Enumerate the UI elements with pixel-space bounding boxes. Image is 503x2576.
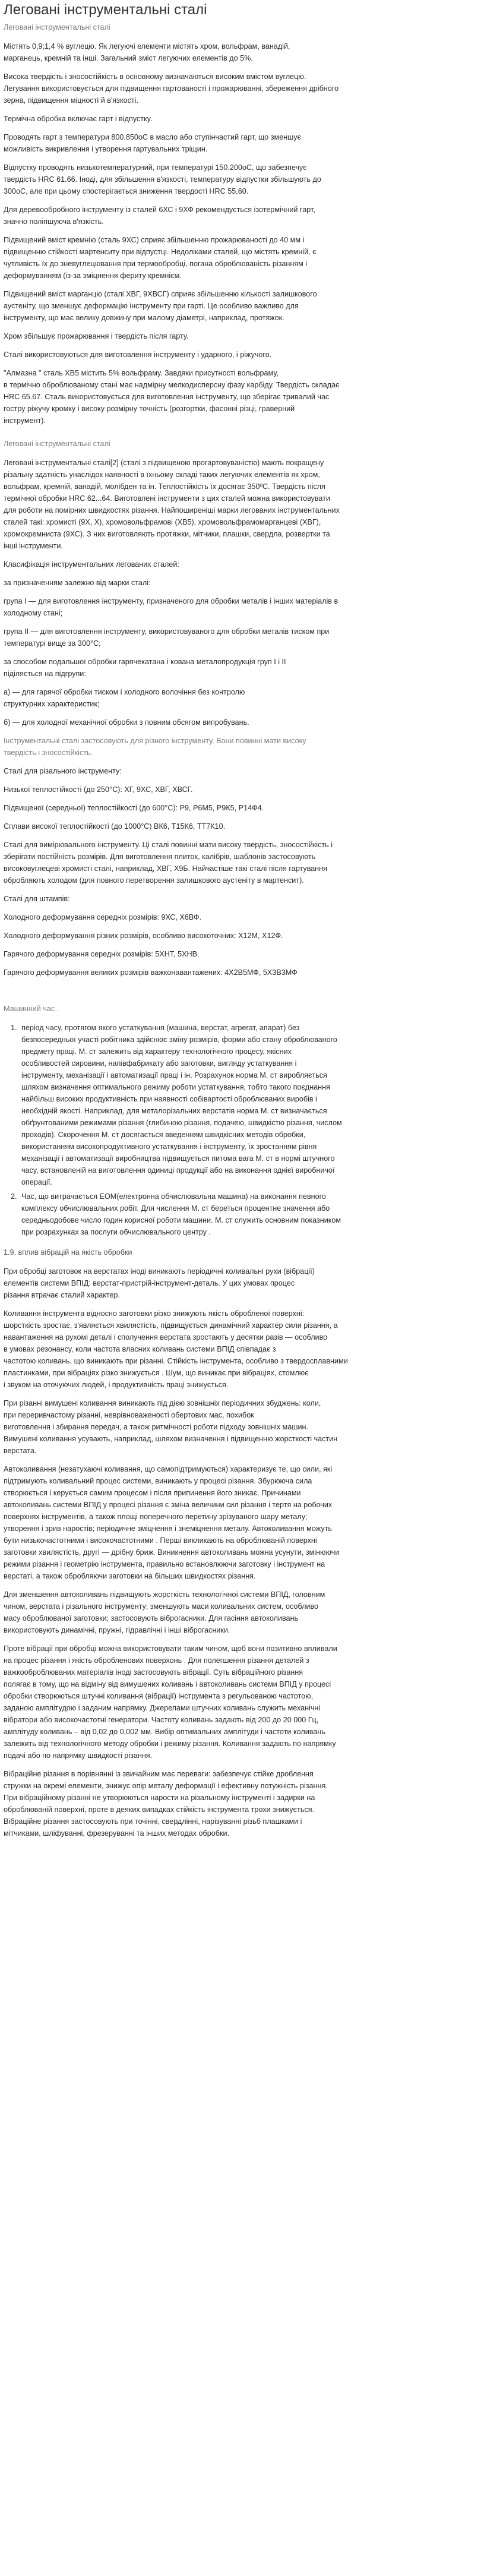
text-line: аустеніту, що зменшує деформацію інструменту при гарті. Це особливо важливо для <box>4 302 299 310</box>
text-line: "Алмазна " сталь ХВ5 містить 5% вольфраму. Завдяки присутності вольфраму, <box>4 369 279 377</box>
subtitle: Леговані інструментальні сталі <box>4 23 110 31</box>
text-line: проходів). Скорочення М. ст досягається введенням швидкісних методів обробки, <box>21 1131 306 1139</box>
text-line: хромокремниста (9ХС). З них виготовляють протяжки, мітчики, плашки, свердла, розвертки та <box>4 530 330 538</box>
text-line: створюється і керується самим процесом і після припинення його зникає. Причинами <box>4 1489 301 1497</box>
text-line: інші інструменти. <box>4 542 63 550</box>
body-paragraph <box>4 457 499 552</box>
text-line: можливість викривлення і утворення гартувальних тріщин. <box>4 145 208 153</box>
text-line: найбільш високих продуктивність при наявності собівартості оброблюваних виробів і <box>21 1095 317 1103</box>
text-line: залежить від технологічного методу обробки і режиму різання. Коливання задають по напрямку <box>4 1740 336 1748</box>
text-line: 1. період часу, протягом якого устаткування (машина, верстат, агрегат, апарат) без <box>21 1024 300 1032</box>
production-title <box>4 656 499 680</box>
vibration-paragraph <box>4 1463 499 1582</box>
text-line: Підвищений вміст кремнію (сталь 9ХС) сприяє збільшенню прожарюваності до 40 мм і <box>4 236 305 244</box>
text-line: особливостей сировини, напівфабрикату або заготовки, вигляду устаткування і <box>21 1059 297 1068</box>
cutting-tool-item: Підвищеної (середньої) теплостійкості (до 600°С): Р9, Р6М5, Р9К5, Р14Ф4. <box>4 804 264 812</box>
text-line: чутливість їх до зневуглецювання при термообробці, погана оброблюваність різанням і <box>4 260 308 268</box>
text-line: Підвищений вміст марганцю (сталі ХВГ, 9ХВСГ) сприяє збільшенню кількості залишкового <box>4 290 317 298</box>
text-line: Леговані інструментальні сталі[2] (сталі з підвищеною прогартовуваністю) мають покращену <box>4 459 324 467</box>
text-line: утворення і зрив наростів; періодичне зміцнення і знеміцнення металу. Автоколивання можуть <box>4 1524 332 1533</box>
text-line: використовують динамічні, пружні, гідравлічні і інші віброгасники. <box>4 1626 230 1634</box>
vibration-paragraph <box>4 1397 499 1457</box>
text-line: обробки створюються штучні коливання (вібрації) інструмента з регульованою частотою, <box>4 1692 314 1700</box>
text-line: Вимушені коливання усувають, наприклад, шляхом визначення і підвищенню жорсткості частин <box>4 1435 338 1443</box>
text-line: механізації і автоматизації виробництва підвищується питома вага М. ст в нормі штучного <box>21 1154 335 1163</box>
intro-paragraph <box>4 349 499 361</box>
stamp-list <box>4 911 499 978</box>
text-line: навантаження на рухомі деталі і сполучення верстата зростають у десятки разів — особливо <box>4 1333 328 1341</box>
text-line: Відпустку проводять низькотемпературний, при температурі 150.200оС, що забезпечує <box>4 163 307 172</box>
text-line: Автоколивання (незатухаючі коливання, що самопідтримуються) характеризує те, що сили, які <box>4 1465 333 1473</box>
intro-paragraph <box>4 71 499 106</box>
text-line: холодному стані; <box>4 609 63 617</box>
cutting-tools-heading: Сталі для різального інструменту: <box>4 767 122 775</box>
vibration-heading: 1.9. вплив вібрацій на якість обробки <box>4 1248 132 1257</box>
text-line: автоколивань системи ВПІД у процесі різання є зміна величини сил різання і тертя на робочих <box>4 1501 333 1509</box>
text-line: чином, верстата і різального інструменту; зменшують маси коливальних систем, особливо <box>4 1602 319 1611</box>
text-line: марганець, кремній та інші. Загальний зміст легуючих елементів до 5%. <box>4 54 253 62</box>
text-line: Висока твердість і зносостійкість в основному визначаються високим вмістом вуглецю. <box>4 72 306 81</box>
text-line: необхідній якості. Наприклад, для металорізальних верстатів норма М. ст визначається <box>21 1107 327 1115</box>
machine-time-heading: Машинний час . <box>4 1005 59 1013</box>
text-line: б) — для холодної механічної обробки з повним обсягом випробувань. <box>4 718 249 727</box>
text-line: Вібраційне різання застосовують при точінні, свердлінні, нарізуванні різьб плашками і <box>4 1817 302 1826</box>
body-section <box>4 457 499 552</box>
subgroups-list <box>4 686 499 728</box>
text-line: Для зменшення автоколивань підвищують жорсткість технологічної системи ВПІД, головним <box>4 1590 325 1599</box>
text-line: Вібраційне різання в порівнянні із звичайним має переваги: забезпечує стійке дроблення <box>4 1770 314 1778</box>
text-line: в умовах резонансу, коли частота власних коливань системи ВПІД співпадає з <box>4 1345 276 1353</box>
group-item <box>4 626 499 649</box>
text-line: вольфрам, кремній, ванадій, молібден та ін. Теплостійкість їх досягає 350ºС. Твердість після <box>4 482 325 491</box>
measuring-paragraph <box>4 839 499 886</box>
group-item <box>4 595 499 619</box>
text-line: При обробці заготовок на верстатах іноді виникають періодичні коливальні рухи (вібрації) <box>4 1267 315 1276</box>
text-line: верстата. <box>4 1447 37 1455</box>
text-line: Хром збільшує прожарювання і твердість після гарту. <box>4 332 189 340</box>
intro-paragraph <box>4 131 499 155</box>
text-line: різання втрачає сталий характер. <box>4 1291 121 1299</box>
text-line: елементів системи ВПІД: верстат-пристрій-інструмент-деталь. У цих умовах процес <box>4 1279 295 1287</box>
text-line: виготовлення і збирання передач, а також ритмічності роботи підходу зовнішніх машин. <box>4 1423 308 1431</box>
text-line: зерна, підвищення міцності й в'язкості. <box>4 96 138 105</box>
second-subhead: Леговані інструментальні сталі <box>4 440 110 448</box>
intro-paragraph <box>4 330 499 342</box>
text-line: масу оброблюваної заготовки; застосовують віброгасники. Для гасіння автоколивань <box>4 1614 299 1622</box>
text-line: Містять 0,9;1,4 % вуглецю. Як легуючі елементи містять хром, вольфрам, ванадій, <box>4 42 290 50</box>
text-line: Сталі використовуються для виготовлення інструменту і ударного, і ріжучого. <box>4 351 272 359</box>
text-line: інструменту, механізації і автоматизації праці і ін. Розрахунок норма М. ст виробляється <box>21 1071 327 1079</box>
text-line: Інструментальні сталі застосовують для різного інструменту. Вони повинні мати високу <box>4 737 306 745</box>
vibration-paragraph <box>4 1265 499 1301</box>
text-line: при розрахунках за послуги обчислювального центру . <box>21 1228 211 1236</box>
text-line: Проте вібрації при обробці можна використовувати таким чином, щоб вони позитивно впливали <box>4 1644 337 1653</box>
text-line: комплексу обчислювальних робіт. Для числення М. ст береться процентне значення або <box>21 1204 330 1213</box>
text-line: термічної обробки HRC 62...64. Виготовлені інструменти з цих сталей можна використовувати <box>4 494 330 503</box>
text-line: твердість і зносостійкість. <box>4 749 93 757</box>
text-line: бути низькочастотними і високочастотними . Перші викликають на оброблюваній поверхні <box>4 1536 317 1545</box>
text-line: різальну здатність унаслідок наявності в їхньому складі таких легуючих елементів як хром, <box>4 471 320 479</box>
text-line: подачі або по напрямку швидкості різання. <box>4 1751 153 1760</box>
text-line: а) — для гарячої обробки тиском і холодного волочіння без контролю <box>4 688 245 696</box>
text-line: поверхнях інструментів, а також площі поперечного перетину зрізуваного шару металу; <box>4 1513 308 1521</box>
vibration-paragraph <box>4 1643 499 1761</box>
text-line: обробляють холодом (для повного перетворення залишкового аустеніту в мартенсит). <box>4 876 304 885</box>
text-line: При вібраційному різанні не утворюються нарости на різальному інструменті і задирки на <box>4 1794 315 1802</box>
vibration-paragraph <box>4 1589 499 1636</box>
text-line: 300оС, але при цьому спостерігається зниження твердості HRC 55,60. <box>4 187 249 195</box>
usage-text <box>4 735 499 759</box>
text-line: структурних характеристик; <box>4 700 100 708</box>
text-line: При різанні вимушені коливання виникають під дією зовнішніх періодичних збуджень: коли, <box>4 1399 321 1407</box>
text-line: предмету праці. М. ст залежить від характеру технологічного процесу, якісних <box>21 1047 292 1056</box>
stamp-item: Гарячого деформування середніх розмірів: 5ХНТ, 5ХНВ. <box>4 950 200 958</box>
intro-paragraph <box>4 40 499 64</box>
text-line: деформуванням (із-за зміцнення фериту кремнієм. <box>4 272 182 280</box>
stamp-heading: Сталі для штампів: <box>4 895 70 903</box>
intro-section <box>4 40 499 427</box>
text-line: піділяється на підгрупи: <box>4 670 86 678</box>
text-line: Проводять гарт з температури 800.850оС в масло або ступінчастий гарт, що зменшує <box>4 133 301 141</box>
text-line: високовуглецеві хромисті сталі, наприклад, ХВГ, Х9Б. Найчастіше такі сталі після гартування <box>4 864 327 873</box>
text-line: на процес різання і якість обробленових поверхонь . Для полегшення різання деталей з <box>4 1656 309 1665</box>
intro-paragraph <box>4 204 499 228</box>
text-line: і звуком на оточуючих людей, і продуктивність праці знижується. <box>4 1381 229 1389</box>
text-line: для роботи на помірних швидкостях різання. Найпоширеніші марки легованих інструментальних <box>4 506 340 514</box>
text-line: зберігати постійність розмірів. Для виготовлення плиток, калібрів, шаблонів застосовують <box>4 853 316 861</box>
text-line: в термічно оброблюваному стані має надмірну мелкодисперсну фазу карбіду. Твердість складає <box>4 381 340 389</box>
text-line: амплітуду коливань – від 0,02 до 0,002 мм. Вибір оптимальних амплітуди і частоти коливань <box>4 1728 325 1736</box>
text-line: заданою амплітудою і заданим напрямку. Джерелами штучних коливань служить механічні <box>4 1704 321 1712</box>
measuring-text <box>4 839 499 886</box>
text-line: шорсткість зростає, з'являється хвилястість, підвищується динамічний характер сили різання, а <box>4 1321 338 1330</box>
text-line: обґрунтованими режимами різання (глибиною різання, подачею, швидкістю різання, числом <box>21 1119 342 1127</box>
stamp-item: Холодного деформування різних розмірів, особливо високоточних: Х12М, Х12Ф. <box>4 932 283 940</box>
text-line: підвищенню стійкості мартенситу при відпустці. Недоліками сталей, що містять кремній, є <box>4 248 317 256</box>
text-line: підтримують коливальний процес системи, виникають у процесі різання. Збурююча сила <box>4 1477 312 1485</box>
page-title: Леговані інструментальні сталі <box>4 2 207 18</box>
text-line: верстаті, а також обробляючи заготовки на більших швидкостях різання. <box>4 1572 256 1580</box>
by-purpose-title: за призначенням залежно від марки сталі: <box>4 579 151 587</box>
text-line: режими різання і геометрію інструмента, правильно встановлюючи заготовку і інструмент на <box>4 1560 325 1568</box>
text-line: безпосередньої участі робітника здійснює зміну розмірів, форми або стану оброблюваного <box>21 1036 337 1044</box>
text-line: мітчиками, шліфуванні, фрезеруванні та інших методах обробки. <box>4 1829 230 1838</box>
text-line: група I — для виготовлення інструменту, призначеного для обробки металів і інших матеріалів в <box>4 597 339 605</box>
text-line: 2. Час, що витрачається ЕОМ(електронна обчислювальна машина) на виконання певного <box>21 1192 326 1201</box>
intro-paragraph <box>4 288 499 324</box>
cutting-tool-item: Низької теплостійкості (до 250°С): ХГ, 9ХС, ХВГ, ХВСГ. <box>4 785 193 794</box>
stamp-item: Гарячого деформування великих розмірів важконавантажених: 4Х2В5МФ, 5Х3В3МФ <box>4 968 298 977</box>
text-line: Термічна обробка включає гарт і відпустку. <box>4 115 153 123</box>
text-line: стружки на окремі елементи, знижує опір металу деформації і ефективну потужність різання. <box>4 1782 328 1790</box>
text-line: Коливання інструмента відносно заготовки різко знижують якість обробленої поверхні: <box>4 1309 305 1318</box>
stamp-item: Холодного деформування середніх розмірів: 9ХС, Х6ВФ. <box>4 913 201 921</box>
cutting-tool-item: Сплави високої теплостійкості (до 1000°С) ВК6, Т15К6, ТТ7К10. <box>4 822 226 831</box>
text-line: інструмент). <box>4 416 46 425</box>
text-line: інструменту, що має велику довжину при малому діаметрі, наприклад, протяжок. <box>4 314 284 322</box>
machine-time-item <box>19 1022 499 1188</box>
intro-paragraph <box>4 367 499 427</box>
text-line: гостру ріжучу кромку і високу розмірну точність (розгортки, фасонні різці, граверний <box>4 405 295 413</box>
subgroup-item <box>4 686 499 710</box>
cutting-tools-list <box>4 784 499 832</box>
subgroup-item <box>4 716 499 728</box>
groups-list <box>4 595 499 649</box>
vibration-paragraph <box>4 1308 499 1391</box>
text-line: вібратори або високочастотні генератори. Частоту коливань задають від 200 до 20 000 Гц, <box>4 1716 319 1724</box>
text-line: HRC 65.67. Сталь використовується для виготовлення інструменту, що зберігає тривалий час <box>4 393 330 401</box>
production-text <box>4 656 499 680</box>
machine-time-item <box>19 1191 499 1238</box>
text-line: операції. <box>21 1178 52 1186</box>
text-line: за способом подальшої обробки гарячекатана і кована металопродукція груп I і II <box>4 658 286 666</box>
text-line: оброблюваній поверхні, проте в деяких випадках стійкість інструмента трохи знижується. <box>4 1805 315 1814</box>
text-line: частотою коливань, що виникають при різанні. Стійкість інструмента, особливо з твердосплавними <box>4 1357 348 1365</box>
intro-paragraph <box>4 234 499 282</box>
text-line: важкооброблюваних матеріалів іноді застосовують вібрації. Суть вібраційного різання <box>4 1668 303 1677</box>
text-line: значно поліпшуюча в'язкість. <box>4 217 104 226</box>
text-line: Для деревообробного інструменту із сталей 6ХС і 9ХФ рекомендується ізотермічний гарт, <box>4 206 315 214</box>
text-line: температурі вище за 300°С; <box>4 639 101 648</box>
text-line: часу, встановленій на виготовлення одиниці продукції або на виконання однієї виробничої <box>21 1166 335 1175</box>
text-line: група II — для виготовлення інструменту, використовуваного для обробки металів тиском при <box>4 627 330 636</box>
classification-title: Класифікація інструментальних легованих сталей: <box>4 560 179 569</box>
text-line: при переривчастому різанні, неврівноваженості обертових мас, похибок <box>4 1411 254 1419</box>
text-line: використанням високопродуктивного устаткування і інструменту, їх зростанням рівня <box>21 1142 317 1151</box>
text-line: полягає в тому, що на відміну від вимушених коливань і автоколивань системи ВПІД у процесі <box>4 1680 331 1688</box>
vibration-section <box>4 1265 499 1839</box>
vibration-paragraph <box>4 1768 499 1839</box>
text-line: шляхом визначення оптимального режиму роботи устаткування, тобто такого поєднання <box>21 1083 330 1091</box>
text-line: середньодобове число годин корисної роботи машини. М. ст служить основним показником <box>21 1216 341 1224</box>
intro-paragraph <box>4 162 499 197</box>
text-line: твердість HRC 61.66. Іноді, для збільшення в'язкості, температуру відпустки збільшують до <box>4 175 321 184</box>
usage-intro <box>4 735 499 759</box>
machine-time-list <box>4 1022 499 1238</box>
intro-paragraph <box>4 113 499 125</box>
text-line: заготовки хвилястість, другі — дрібну бриж. Виникнення автоколивань можна усунути, змінюючи <box>4 1548 340 1557</box>
text-line: Легування використовується для підвищення гартованості і прожарюванні, збереження дрібного <box>4 84 339 93</box>
text-line: сталей такі: хромисті (9Х, Х), хромовольфрамові (ХВ5), хромовольфрамомарганцеві (ХВГ), <box>4 518 321 526</box>
text-line: пластинками, при вібраціях різко знижується . Шум, що виникає при вібраціях, стомлює <box>4 1369 309 1377</box>
text-line: Сталі для вимірювального інструменту. Ці сталі повинні мати високу твердість, зносостійкість і <box>4 841 333 849</box>
